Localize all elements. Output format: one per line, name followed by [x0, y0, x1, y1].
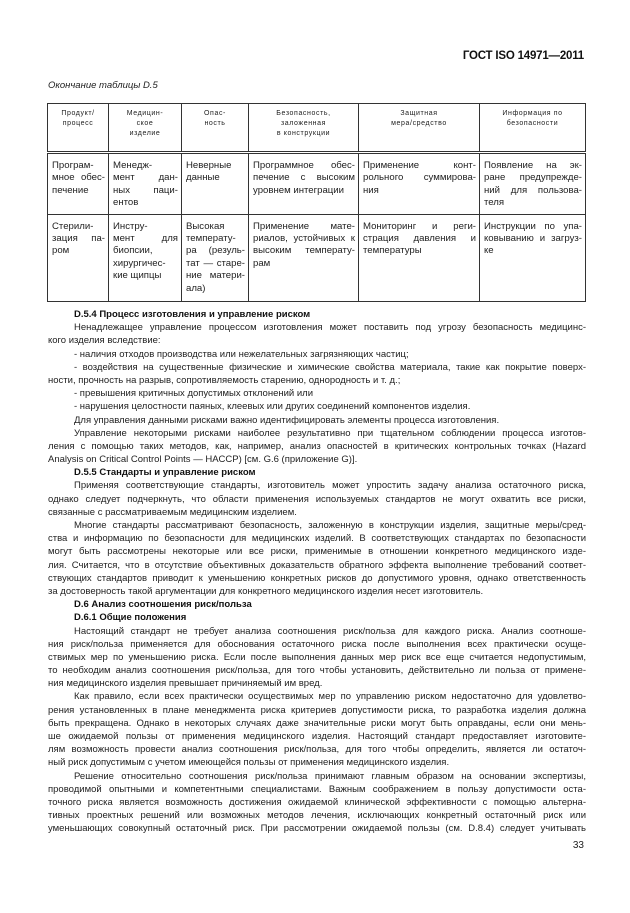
cell-line: ра (резуль-	[186, 245, 245, 257]
column-header-line: ское	[136, 120, 154, 127]
cell-line: Програм-	[52, 160, 94, 171]
paragraph	[48, 414, 586, 427]
table-cell	[359, 214, 480, 301]
text-line: проводимой опытными и компетентными специалистами. Важным соображением в пользу допустимости оста-	[48, 783, 586, 795]
text-line: ления с помощью таких методов, как, например, анализ опасностей в критических контрольных точках (Hazard	[48, 440, 586, 452]
table-header-row	[48, 104, 586, 153]
paragraph	[48, 427, 586, 467]
cell-line: страция давления и	[363, 233, 476, 245]
cell-line: Применение мате-	[253, 220, 355, 232]
table-cell	[480, 153, 586, 215]
cell-line: риалов, устойчивых к	[253, 233, 355, 245]
table-cell	[249, 214, 359, 301]
text-line: тивных проектных решений или возможных методов лечения, исключающих конкретный остаточный риск или	[48, 810, 586, 822]
text-line: Многие стандарты рассматривают безопасность, заложенную в конструкции изделия, защитные меры/сред-	[74, 520, 586, 531]
page-number: 33	[572, 840, 584, 851]
text-line: Управление некоторыми рисками наиболее результативно при тщательном соблюдении процесса изготов-	[74, 427, 586, 439]
cell-line: температу-	[186, 233, 236, 245]
cell-line: ние матери-	[186, 270, 245, 282]
paragraph	[48, 361, 586, 387]
text-line: Настоящий стандарт не требует анализа соотношения риск/польза для каждого риска. Анализ соотноше-	[74, 625, 586, 637]
section-heading: D.6 Анализ соотношения риск/польза	[74, 599, 252, 611]
cell-line: температуры	[363, 245, 422, 257]
paragraph	[48, 625, 586, 691]
text-line: ствующих стандартов приводит к уменьшению конкретных рисков до допустимого уровня, однако ответственность	[48, 572, 586, 584]
paragraph	[48, 690, 586, 769]
cell-line: ентов	[113, 197, 139, 209]
text-line: ствимых мер по уменьшению риска. Если после выполнения данных мер риск все еще считается недопустимым,	[48, 651, 586, 663]
paragraph	[48, 348, 586, 361]
cell-line: ране предупрежде-	[484, 172, 582, 184]
cell-line: теля	[484, 197, 505, 209]
cell-line: данные	[186, 172, 220, 184]
paragraph	[48, 400, 586, 413]
table-cell	[359, 153, 480, 215]
column-header-line: ность	[204, 120, 226, 127]
column-header-line: изделие	[129, 130, 161, 137]
cell-line: Появление на эк-	[484, 160, 582, 171]
text-line: Как правило, если всех практически осуществимых мер по управлению риском недостаточно для удовлетво-	[74, 691, 586, 703]
text-line: ния риск/польза применяется для обоснования остаточного риска после выполнения всех практически осуще-	[48, 638, 586, 650]
cell-line: Инстру-	[113, 220, 148, 232]
text-line: - превышения критичных допустимых отклонений или	[74, 388, 314, 400]
column-header	[249, 104, 359, 153]
cell-line: ния	[363, 184, 379, 196]
document-body	[48, 308, 586, 836]
text-line: рения установленных в плане менеджмента риска критериев допустимости риска, то разработка изделия должна	[48, 704, 586, 716]
table-row	[48, 214, 586, 301]
cell-line: Мониторинг и реги-	[363, 220, 476, 232]
column-header-line: заложенная	[280, 120, 327, 127]
table-cell	[182, 153, 249, 215]
table-cell	[249, 153, 359, 215]
text-line: - наличия отходов производства или нежелательных загрязняющих частиц;	[74, 348, 409, 360]
cell-line: Стерили-	[52, 220, 94, 232]
column-header	[359, 104, 480, 153]
cell-line: Менедж-	[113, 160, 153, 171]
section-heading: D.5.5 Стандарты и управление риском	[74, 467, 256, 479]
text-line: ный риск допустимым с учетом имеющейся пользы от применения медицинского изделия.	[48, 757, 450, 769]
cell-line: мное обес-	[52, 172, 105, 184]
column-header	[48, 104, 109, 153]
text-line: - нарушения целостности паяных, клеевых или других соединений компонентов изделия.	[74, 401, 471, 413]
table-d5	[47, 103, 586, 302]
text-line: однако следует подчеркнуть, что области применения используемых стандартов не могут охватить все риски,	[48, 493, 586, 505]
text-line: - воздействия на существенные физические и химические свойства материала, такие как покрытие поверх-	[74, 361, 586, 373]
cell-line: ала)	[186, 282, 206, 294]
text-line: ства и информацию по безопасности для медицинских изделий. В соответствующих стандартах по безопасности	[48, 533, 586, 545]
column-header-line: мера/средство	[391, 120, 447, 127]
text-line: то необходим анализ соотношения риск/польза, для того чтобы установить, действительно ли польза от примене-	[48, 665, 586, 677]
text-line: кого изделия вследствие:	[48, 335, 161, 347]
cell-line: ке	[484, 245, 494, 257]
text-line: лия. Считается, что в отсутствие объективных доказательств обратного эффекта выполнение требований соответ-	[48, 559, 586, 571]
cell-line: кие щипцы	[113, 270, 162, 282]
cell-line: мент дан-	[113, 172, 178, 184]
column-header	[480, 104, 586, 153]
column-header-line: в конструкции	[276, 130, 331, 137]
column-header-line: Медицин-	[126, 110, 164, 117]
cell-line: ных паци-	[113, 184, 178, 196]
cell-line: рольного суммирова-	[363, 172, 476, 184]
table-cell	[48, 214, 109, 301]
cell-line: Применение конт-	[363, 160, 476, 171]
text-line: Применяя соответствующие стандарты, изготовитель может упростить задачу анализа остаточного риска,	[74, 480, 586, 492]
text-line: связанные с рассматриваемым медицинским изделием.	[48, 506, 297, 518]
column-header-line: Продукт/	[61, 110, 95, 117]
cell-line: Инструкции по упа-	[484, 220, 582, 232]
table-caption: Окончание таблицы D.5	[48, 80, 158, 91]
column-header	[109, 104, 182, 153]
standard-designation: ГОСТ ISO 14971—2011	[462, 50, 584, 62]
cell-line: ковыванию и загруз-	[484, 233, 582, 245]
table-cell	[109, 153, 182, 215]
text-line: ния медицинского изделия превышает причиняемый им вред.	[48, 678, 323, 690]
cell-line: уровнем интеграции	[253, 184, 345, 196]
table-cell	[48, 153, 109, 215]
cell-line: мент для	[113, 233, 178, 245]
paragraph	[48, 479, 586, 519]
cell-line: хирургичес-	[113, 257, 166, 269]
cell-line: биопсии,	[113, 245, 153, 257]
table-cell	[109, 214, 182, 301]
section-heading: D.6.1 Общие положения	[74, 612, 187, 624]
cell-line: ром	[52, 245, 70, 257]
paragraph	[48, 519, 586, 598]
text-line: Analysis on Critical Control Points — HACCP) [см. G.6 (приложение G)].	[48, 454, 358, 466]
cell-line: Высокая	[186, 220, 225, 232]
text-line: лям возможность провести анализ соотношения риск/польза, для того чтобы определить, является ли остаточ-	[48, 744, 586, 756]
text-line: Решение относительно соотношения риск/польза принимают главным образом на основании экспертизы,	[74, 770, 586, 782]
column-header-line: Опас-	[204, 110, 226, 117]
text-line: ности, прочность на разрыв, сопротивляемость старению, однородность и т. д.;	[48, 374, 401, 386]
column-header	[182, 104, 249, 153]
text-line: за достоверность такой аргументации для конкретного медицинского изделия несет изготовитель.	[48, 585, 484, 597]
cell-line: Неверные	[186, 160, 232, 171]
column-header-line: Информация по	[502, 110, 563, 117]
cell-line: печение с высоким	[253, 172, 355, 184]
column-header-line: безопасности	[506, 120, 559, 127]
table-row	[48, 153, 586, 215]
column-header-line: Защитная	[400, 110, 438, 117]
text-line: Для управления данными рисками важно идентифицировать элементы процесса изготовления.	[74, 414, 500, 426]
text-line: быть прекращена. Однако в некоторых случаях даже значительные риски могут быть оправданы, если они мень-	[48, 717, 586, 729]
text-line: могут быть рассмотрены некоторые или все риски, применимые в отношении конкретного медицинского изде-	[48, 546, 586, 558]
section-heading: D.5.4 Процесс изготовления и управление риском	[74, 309, 311, 320]
table-cell	[480, 214, 586, 301]
cell-line: рам	[253, 257, 271, 269]
text-line: Ненадлежащее управление процессом изготовления может поставить под угрозу безопасность медицинс-	[74, 322, 586, 334]
cell-line: зация па-	[52, 233, 105, 245]
paragraph	[48, 321, 586, 347]
text-line: уменьшающих совокупный остаточный риск. При рассмотрении ожидаемой пользы (см. D.8.4) следует учитывать	[48, 823, 586, 835]
text-line: точного риска является возможность достижения ожидаемой клинической эффективности с помощью альтерна-	[48, 796, 586, 808]
cell-line: тат — старе-	[186, 257, 245, 269]
text-line: ше ожидаемой пользы от применения медицинского изделия. Настоящий стандарт предоставляет изготовите-	[48, 731, 586, 742]
column-header-line: Безопасность,	[276, 110, 331, 117]
paragraph	[48, 387, 586, 400]
paragraph	[48, 770, 586, 836]
cell-line: высоким температу-	[253, 245, 355, 257]
cell-line: Программное обес-	[253, 160, 355, 171]
cell-line: ний для пользова-	[484, 184, 582, 196]
column-header-line: процесс	[62, 120, 94, 127]
cell-line: печение	[52, 184, 89, 196]
table-cell	[182, 214, 249, 301]
